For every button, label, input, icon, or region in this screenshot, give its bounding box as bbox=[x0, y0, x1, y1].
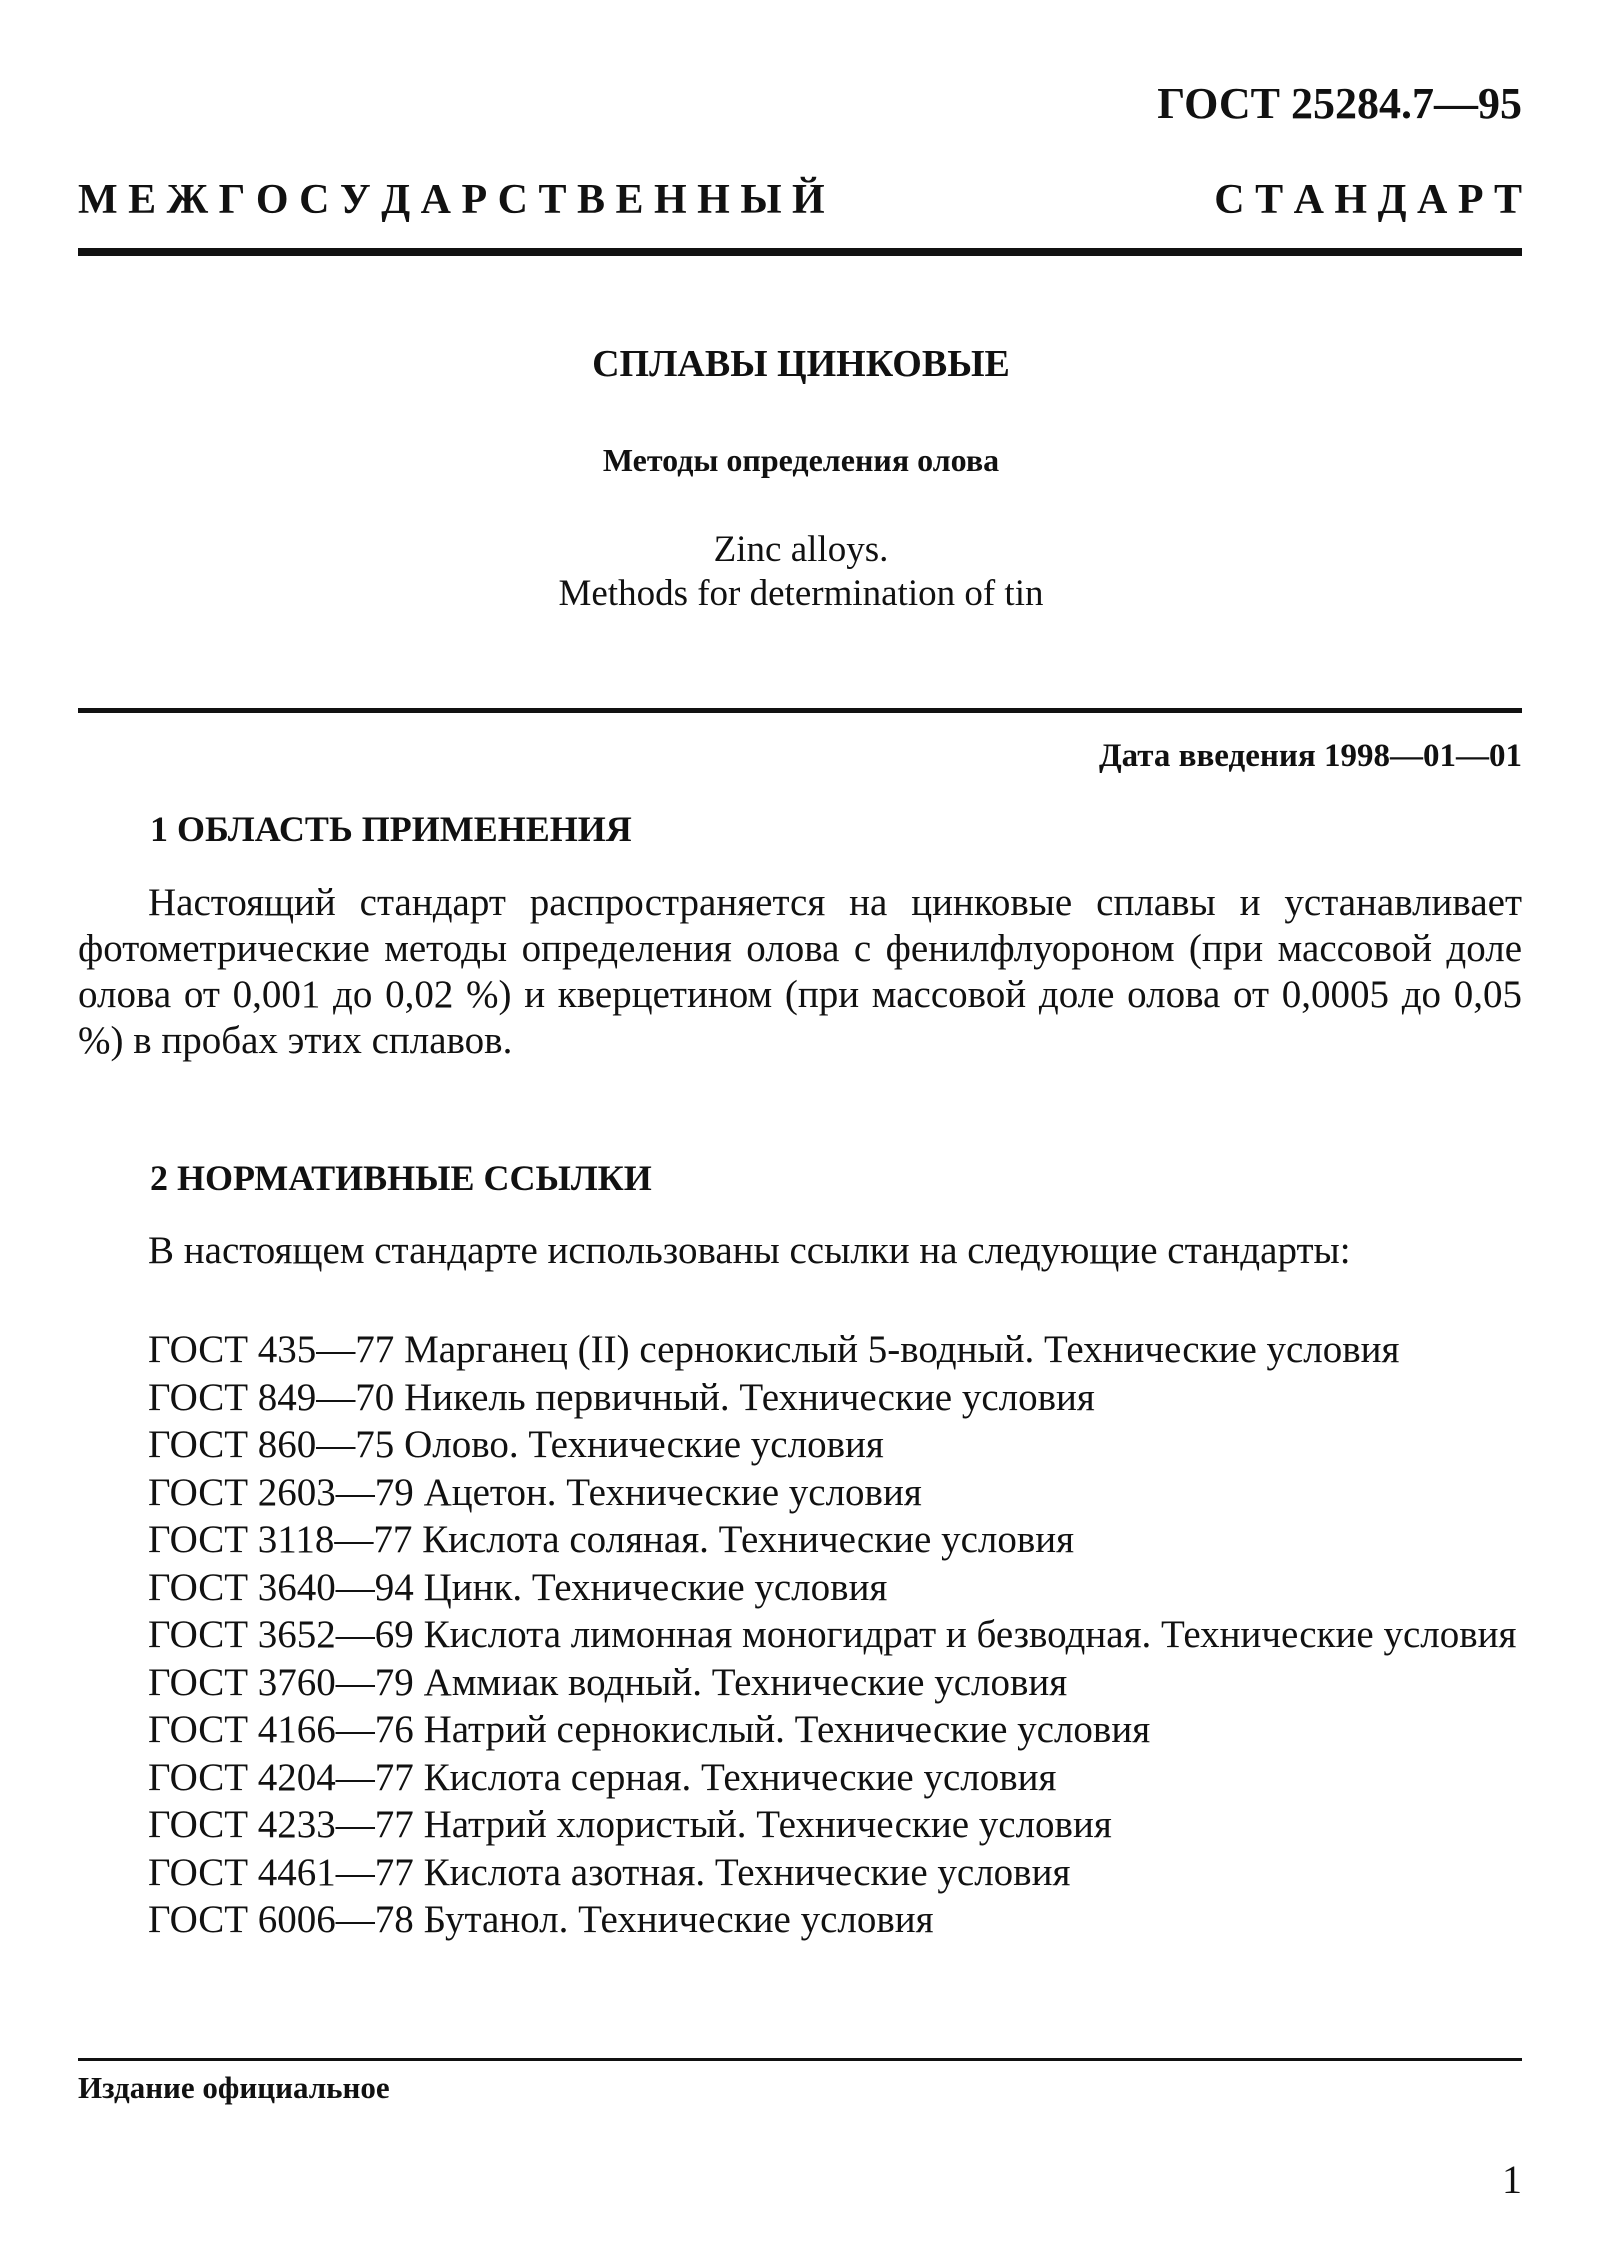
reference-title: Аммиак водный. Технические условия bbox=[423, 1660, 1068, 1704]
english-title-line: Methods for determination of tin bbox=[558, 573, 1044, 614]
document-subtitle: Методы определения олова bbox=[602, 442, 1000, 478]
reference-title: Кислота лимонная моногидрат и безводная. Технические условия bbox=[423, 1613, 1517, 1656]
reference-code: ГОСТ 860—75 bbox=[148, 1423, 395, 1466]
header-rule bbox=[78, 248, 1522, 256]
reference-item bbox=[78, 1421, 1522, 1469]
english-title-line: Zinc alloys. bbox=[713, 529, 889, 570]
reference-title: Кислота соляная. Технические условия bbox=[422, 1518, 1075, 1561]
official-edition-label: Издание официальное bbox=[78, 2070, 390, 2105]
title-rule bbox=[78, 708, 1522, 713]
section-2-intro: В настоящем стандарте использованы ссылки на следующие стандарты: bbox=[148, 1229, 1351, 1272]
standard-word: С Т А Н Д А Р Т bbox=[1214, 177, 1522, 223]
reference-title: Олово. Технические условия bbox=[404, 1423, 884, 1466]
interstate-standard-heading bbox=[78, 176, 1522, 224]
interstate-word: М Е Ж Г О С У Д А Р С Т В Е Н Н Ы Й bbox=[78, 177, 825, 223]
reference-title: Никель первичный. Технические условия bbox=[404, 1375, 1095, 1419]
section-1-heading: 1 ОБЛАСТЬ ПРИМЕНЕНИЯ bbox=[150, 809, 632, 849]
reference-item bbox=[78, 1801, 1522, 1849]
reference-title: Кислота азотная. Технические условия bbox=[423, 1850, 1071, 1894]
english-title bbox=[0, 528, 1602, 616]
reference-code: ГОСТ 4166—76 bbox=[148, 1708, 414, 1751]
reference-title: Цинк. Технические условия bbox=[423, 1565, 888, 1609]
page-number: 1 bbox=[1502, 2157, 1522, 2202]
normative-references-list bbox=[78, 1326, 1522, 1944]
reference-title: Кислота серная. Технические условия bbox=[423, 1755, 1057, 1799]
reference-item bbox=[78, 1754, 1522, 1802]
reference-item bbox=[78, 1659, 1522, 1707]
reference-item bbox=[78, 1326, 1522, 1374]
section-1-text: Настоящий стандарт распространяется на цинковые сплавы и устанавливает фотометрические методы определения олова с фенилфлуороном (при массовой доле олова от 0,001 до 0,02 %) и кверцетином (при массовой доле олова от 0,0005 до 0,05 %) в пробах этих сплавов. bbox=[78, 881, 1522, 1062]
reference-title: Ацетон. Технические условия bbox=[423, 1470, 922, 1514]
reference-code: ГОСТ 849—70 bbox=[148, 1375, 395, 1419]
footer-rule bbox=[78, 2058, 1522, 2061]
section-2-heading: 2 НОРМАТИВНЫЕ ССЫЛКИ bbox=[150, 1158, 652, 1198]
reference-item bbox=[78, 1611, 1522, 1659]
reference-code: ГОСТ 435—77 bbox=[148, 1328, 395, 1371]
reference-code: ГОСТ 3640—94 bbox=[148, 1565, 414, 1609]
reference-title: Натрий хлористый. Технические условия bbox=[423, 1803, 1112, 1846]
reference-title: Натрий сернокислый. Технические условия bbox=[423, 1708, 1151, 1751]
reference-code: ГОСТ 4204—77 bbox=[148, 1755, 414, 1799]
reference-item bbox=[78, 1706, 1522, 1754]
standard-number: ГОСТ 25284.7—95 bbox=[1157, 79, 1522, 128]
reference-item bbox=[78, 1374, 1522, 1422]
reference-title: Марганец (II) сернокислый 5-водный. Технические условия bbox=[404, 1328, 1400, 1371]
reference-item bbox=[78, 1516, 1522, 1564]
reference-code: ГОСТ 4233—77 bbox=[148, 1803, 414, 1846]
reference-code: ГОСТ 3652—69 bbox=[148, 1613, 414, 1656]
introduction-date: Дата введения 1998—01—01 bbox=[1098, 738, 1522, 774]
reference-code: ГОСТ 6006—78 bbox=[148, 1898, 414, 1941]
reference-item bbox=[78, 1896, 1522, 1944]
reference-item bbox=[78, 1564, 1522, 1612]
reference-item bbox=[78, 1469, 1522, 1517]
reference-code: ГОСТ 3760—79 bbox=[148, 1660, 414, 1704]
reference-item bbox=[78, 1849, 1522, 1897]
reference-title: Бутанол. Технические условия bbox=[423, 1898, 934, 1941]
reference-code: ГОСТ 2603—79 bbox=[148, 1470, 414, 1514]
document-title: СПЛАВЫ ЦИНКОВЫЕ bbox=[592, 343, 1010, 385]
reference-code: ГОСТ 4461—77 bbox=[148, 1850, 414, 1894]
reference-code: ГОСТ 3118—77 bbox=[148, 1518, 413, 1561]
